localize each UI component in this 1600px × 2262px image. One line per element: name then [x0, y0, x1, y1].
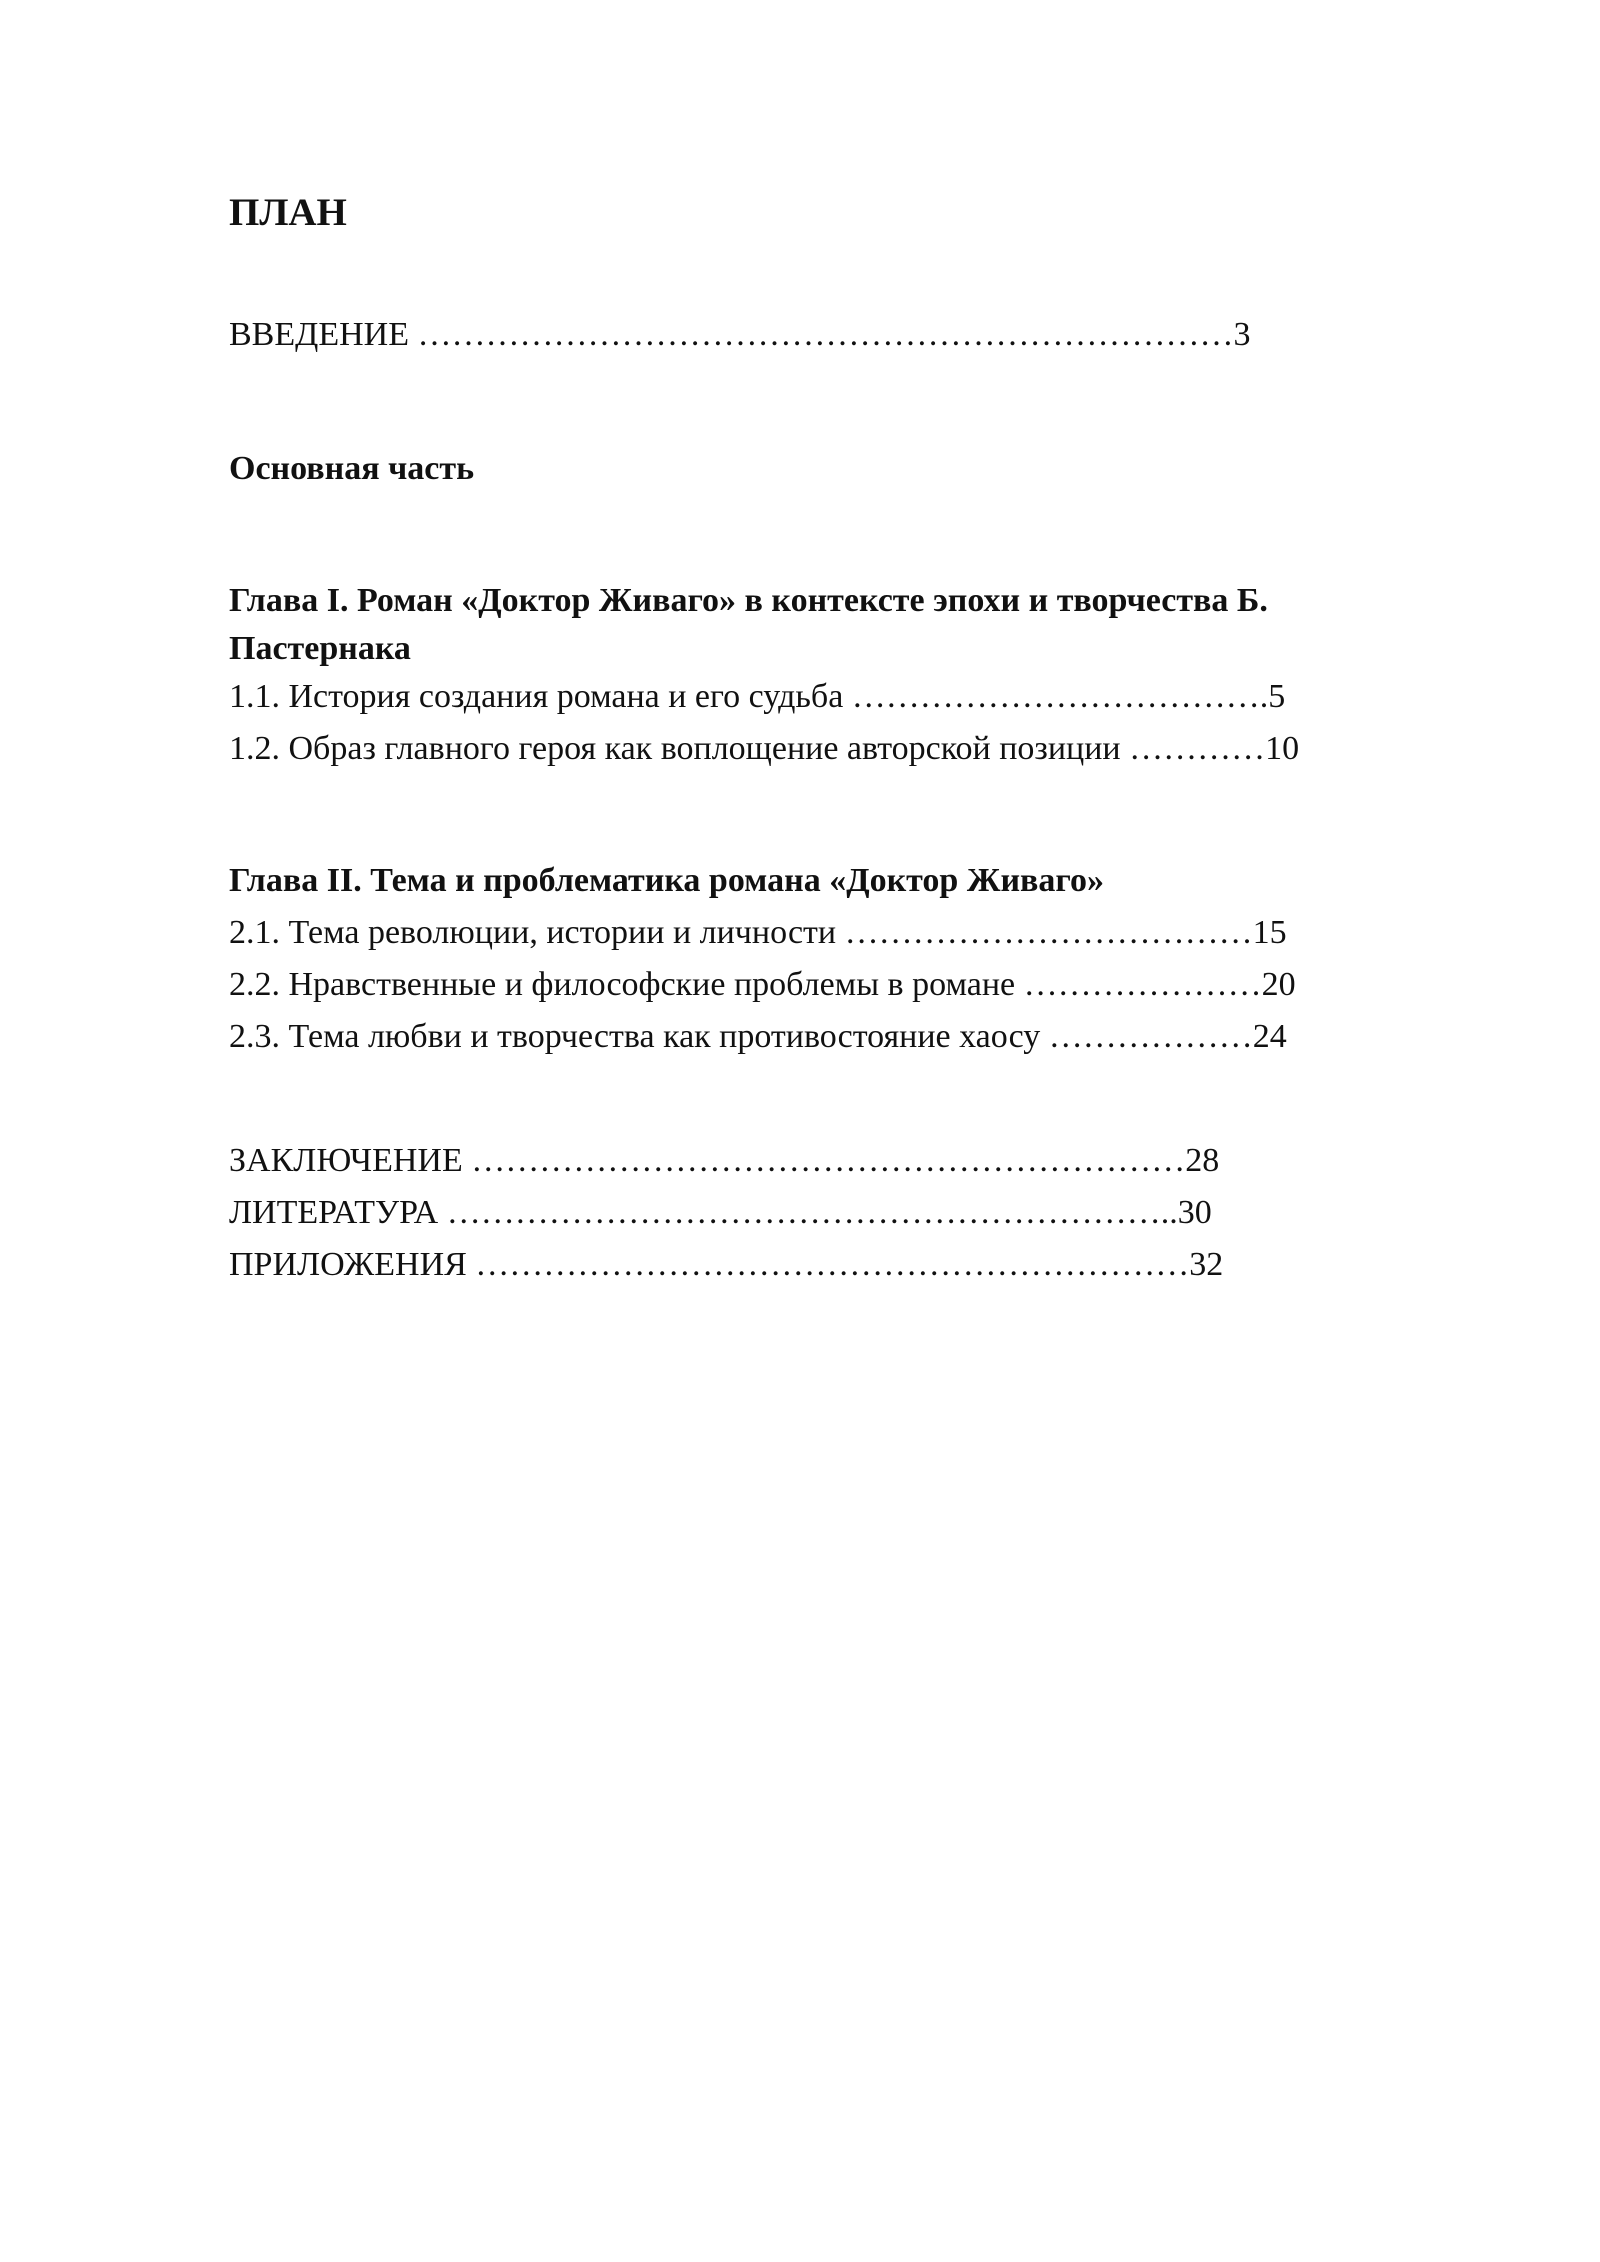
section-heading-main-part: Основная часть: [229, 450, 475, 487]
chapter-heading-2: Глава II. Тема и проблематика романа «Доктор Живаго»: [229, 862, 1105, 899]
toc-entry-2-3: 2.3. Тема любви и творчества как противостояние хаосу ………………24: [229, 1018, 1287, 1055]
toc-entry-1-2: 1.2. Образ главного героя как воплощение авторской позиции …………10: [229, 730, 1300, 767]
toc-entry-appendices: ПРИЛОЖЕНИЯ ………………………………………………………32: [229, 1246, 1224, 1283]
toc-entry-2-2: 2.2. Нравственные и философские проблемы в романе …………………20: [229, 966, 1296, 1003]
page-title: ПЛАН: [229, 191, 347, 234]
toc-entry-1-1: 1.1. История создания романа и его судьба ……………………………….5: [229, 678, 1286, 715]
toc-entry-conclusion: ЗАКЛЮЧЕНИЕ ………………………………………………………28: [229, 1142, 1220, 1179]
chapter-heading-1-line1: Глава I. Роман «Доктор Живаго» в контексте эпохи и творчества Б.: [229, 582, 1268, 619]
toc-entry-literature: ЛИТЕРАТУРА ………………………………………………………..30: [229, 1194, 1212, 1231]
toc-entry-2-1: 2.1. Тема революции, истории и личности ………………………………15: [229, 914, 1287, 951]
toc-entry-introduction: ВВЕДЕНИЕ ………………………………………………………………3: [229, 316, 1251, 353]
chapter-heading-1-line2: Пастернака: [229, 630, 411, 667]
